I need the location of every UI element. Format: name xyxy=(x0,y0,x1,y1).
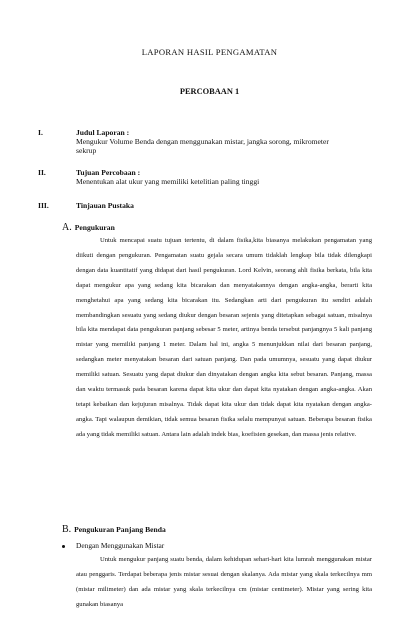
subsection-b-heading xyxy=(62,524,166,535)
bullet-item xyxy=(62,541,164,550)
paragraph-pengukuran xyxy=(76,234,372,443)
subsection-letter: A. xyxy=(62,222,72,233)
section-heading: Tinjauan Pustaka xyxy=(76,201,134,210)
subsection-title: Pengukuran Panjang Benda xyxy=(74,525,166,534)
bullet-dot-icon xyxy=(62,545,65,548)
section-heading: Tujuan Percobaan : xyxy=(76,168,141,177)
section-number: II. xyxy=(38,168,46,177)
experiment-title: PERCOBAAN 1 xyxy=(179,87,240,96)
bullet-text: Dengan Menggunakan Mistar xyxy=(76,541,165,550)
section-number: III. xyxy=(38,201,49,210)
subsection-a-heading xyxy=(62,222,115,233)
subsection-letter: B. xyxy=(62,524,72,535)
document-title: LAPORAN HASIL PENGAMATAN xyxy=(141,47,278,57)
section-body xyxy=(76,137,396,156)
subsection-title: Pengukuran xyxy=(74,223,115,232)
section-heading: Judul Laporan : xyxy=(76,128,130,137)
paragraph-mistar xyxy=(76,553,372,613)
section-line: sekrup xyxy=(76,146,97,156)
section-line: Menentukan alat ukur yang memiliki ketelitian paling tinggi xyxy=(76,177,260,186)
section-line: Mengukur Volume Benda dengan menggunakan mistar, jangka sorong, mikrometer xyxy=(76,137,329,146)
section-body xyxy=(76,177,396,186)
paragraph-text: Untuk mengukur panjang suatu benda, dalam kehidupan sehari-hari kita lumrah menggunakan mistar atau penggaris. Terdapat beberapa jenis mistar sesuai dengan skalanya. Ada mistar yang skala terkecilnya mm (mistar milimeter) dan ada mistar yang skala terkecilnya cm (mistar centimeter). Mistar yang sering kita gunakan biasanya xyxy=(76,556,372,608)
section-number: I. xyxy=(38,128,43,137)
paragraph-text: Untuk mencapai suatu tujuan tertentu, di dalam fisika,kita biasanya melakukan pengamatan yang diikuti dengan pengukuran. Pengamatan suatu gejala secara umum tidaklah lengkap bila tidak dilengkapi dengan data kuantitatif yang didapat dari hasil pengukuran. Lord Kelvin, seorang ahli fisika berkata, bila kita dapat mengukur apa yang sedang kita bicarakan dan menyatakannya dengan angka-angka, berarti kita menghetahui apa yang sedang kita bicarakan itu. Sedangkan arti dari pengukuran itu sendiri adalah membandingkan sesuatu yang sedang diukur dengan besaran sejenis yang ditetapkan sebagai satuan, misalnya bila kita mendapat data pengukuran panjang sebesar 5 meter, artinya benda tersebut panjangnya 5 kali panjang mistar yang memiliki panjang 1 meter. Dalam hal ini, angka 5 menunjukkan nilai dari besaran panjang, sedangkan meter menyatakan besaran dari satuan panjang. Dan pada umumnya, sesuatu yang dapat diukur memiliki satuan. Sesuatu yang dapat diukur dan dinyatakan dengan angka kita sebut besaran. Panjang, massa dan waktu termasuk pada besaran karena dapat kita ukur dan dapat kita nyatakan dengan angka-angka. Akan tetapi kebaikan dan kejujuran misalnya. Tidak dapat kita ukur dan tidak dapat kita nyatakan dengan angka-angka. Tapi walaupun demikian, tidak semua besaran fisika selalu mempunyai satuan. Beberapa besaran fisika ada yang tidak memiliki satuan. Antara lain adalah indek bias, koefisien gesekan, dan massa jenis relative. xyxy=(76,237,372,438)
